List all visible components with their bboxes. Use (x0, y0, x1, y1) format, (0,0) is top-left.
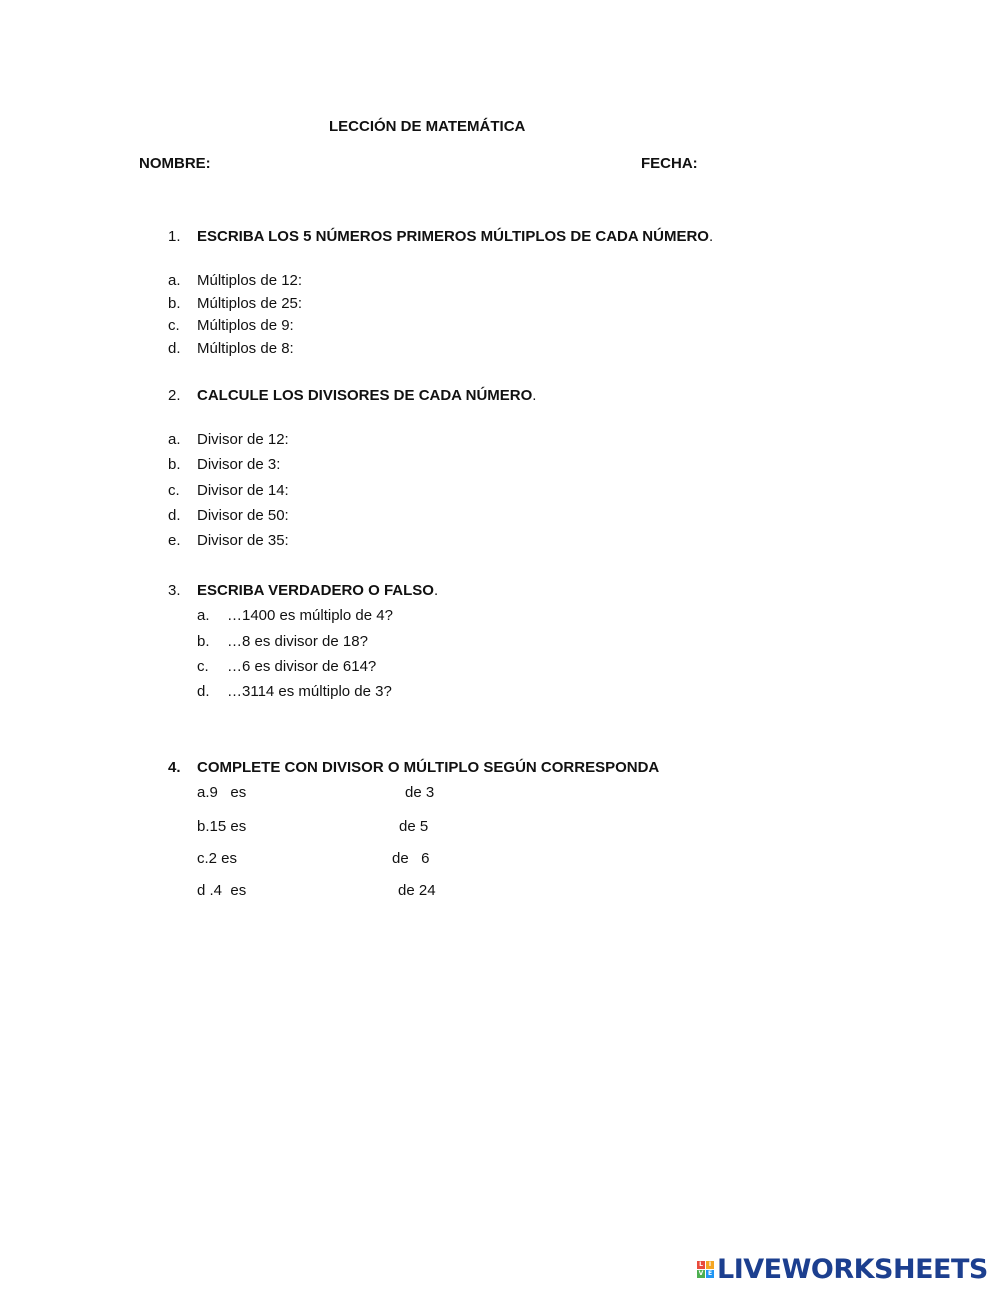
item-letter: e. (168, 532, 181, 549)
item-letter: a. (168, 431, 181, 448)
item-letter: a. (168, 272, 181, 289)
logo-block: E (707, 1269, 713, 1277)
list-item: Múltiplos de 25: (197, 295, 303, 312)
item-letter: d. (197, 683, 210, 700)
fill-item-left: b.15 es (197, 818, 247, 835)
list-item: Divisor de 50: (197, 507, 289, 524)
logo-block: I (706, 1261, 714, 1269)
instruction-text: CALCULE LOS DIVISORES DE CADA NÚMERO (197, 387, 533, 404)
instruction-period: . (708, 228, 714, 245)
item-letter: d. (168, 340, 181, 357)
list-item: Divisor de 14: (197, 482, 289, 499)
liveworksheets-logo (697, 1254, 988, 1284)
logo-text: LIVEWORKSHEETS (717, 1253, 988, 1285)
fill-item-left: c.2 es (197, 850, 238, 867)
logo-blocks-icon (697, 1261, 714, 1278)
item-letter: d. (168, 507, 181, 524)
item-letter: c. (168, 317, 180, 334)
item-letter: c. (197, 658, 209, 675)
instruction-period: . (532, 387, 537, 404)
list-item: Múltiplos de 12: (197, 272, 303, 289)
item-letter: b. (197, 633, 210, 650)
fill-item-right: de 6 (392, 850, 430, 867)
question-instruction (197, 387, 536, 404)
question-number: 3. (168, 582, 181, 599)
list-item: Múltiplos de 8: (197, 340, 294, 357)
logo-block: L (697, 1261, 705, 1269)
list-item: Divisor de 3: (197, 456, 281, 473)
item-letter: a. (197, 607, 210, 624)
logo-block: V (698, 1269, 704, 1277)
list-item: Múltiplos de 9: (197, 317, 294, 334)
question-number: 4. (168, 759, 181, 776)
question-number: 2. (168, 387, 181, 404)
question-instruction: COMPLETE CON DIVISOR O MÚLTIPLO SEGÚN CORRESPONDA (197, 759, 660, 776)
list-item: …3114 es múltiplo de 3? (227, 683, 392, 700)
list-item: …6 es divisor de 614? (227, 658, 377, 675)
question-instruction (197, 582, 438, 599)
instruction-text: ESCRIBA LOS 5 NÚMEROS PRIMEROS MÚLTIPLOS DE CADA NÚMERO (197, 228, 709, 245)
list-item: Divisor de 35: (197, 532, 289, 549)
fecha-label: FECHA: (641, 155, 698, 172)
list-item: Divisor de 12: (197, 431, 289, 448)
list-item: …1400 es múltiplo de 4? (227, 607, 393, 624)
fill-item-right: de 3 (405, 784, 435, 801)
instruction-period: . (433, 582, 439, 599)
instruction-text: ESCRIBA VERDADERO O FALSO (197, 582, 434, 599)
item-letter: b. (168, 295, 181, 312)
page-title: LECCIÓN DE MATEMÁTICA (329, 118, 526, 135)
item-letter: b. (168, 456, 181, 473)
item-letter: c. (168, 482, 180, 499)
nombre-label: NOMBRE: (139, 155, 211, 172)
fill-item-right: de 24 (398, 882, 436, 899)
fill-item-left: d .4 es (197, 882, 247, 899)
question-instruction (197, 228, 713, 245)
question-number: 1. (168, 228, 181, 245)
list-item: …8 es divisor de 18? (227, 633, 368, 650)
fill-item-left: a.9 es (197, 784, 247, 801)
fill-item-right: de 5 (399, 818, 429, 835)
